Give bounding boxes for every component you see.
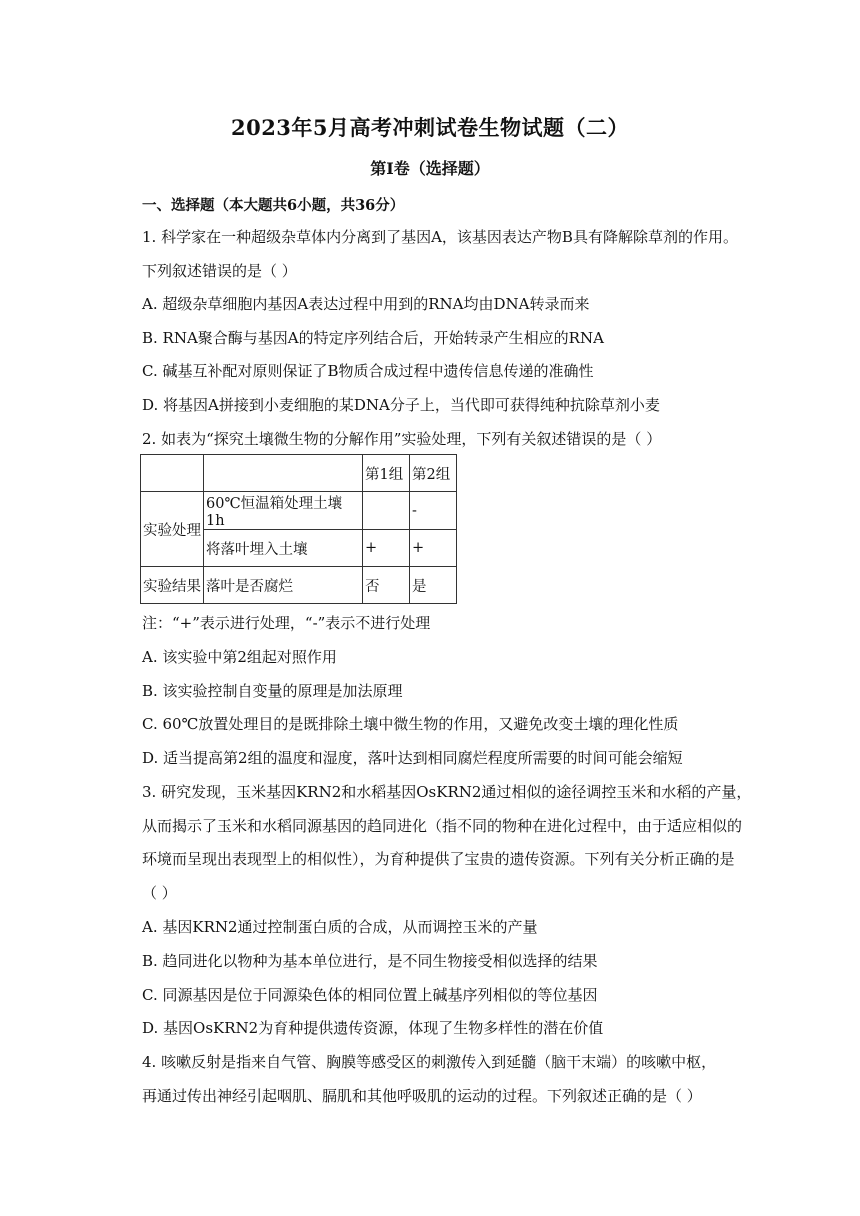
question-3-option-a: A. 基因KRN2通过控制蛋白质的合成，从而调控玉米的产量 [142, 918, 538, 936]
page-title: 2023年5月高考冲刺试卷生物试题（二） [230, 115, 630, 140]
table-cell: + [410, 530, 457, 567]
table-cell: 60℃恒温箱处理土壤1h [204, 492, 363, 530]
question-2-option-d: D. 适当提高第2组的温度和湿度，落叶达到相同腐烂程度所需要的时间可能会缩短 [142, 749, 683, 767]
table-cell: + [363, 530, 410, 567]
question-4-stem-cont: 再通过传出神经引起咽肌、膈肌和其他呼吸肌的运动的过程。下列叙述正确的是（ ） [142, 1087, 702, 1105]
question-4-stem: 4. 咳嗽反射是指来自气管、胸膜等感受区的刺激传入到延髓（脑干末端）的咳嗽中枢， [142, 1053, 717, 1071]
table-row [141, 455, 457, 492]
table-cell [204, 455, 363, 492]
table-cell: 是 [410, 567, 457, 604]
question-2-option-a: A. 该实验中第2组起对照作用 [142, 648, 337, 666]
table-cell: 否 [363, 567, 410, 604]
question-2-stem: 2. 如表为“探究土壤微生物的分解作用”实验处理，下列有关叙述错误的是（ ） [142, 430, 662, 448]
question-2-option-c: C. 60℃放置处理目的是既排除土壤中微生物的作用，又避免改变土壤的理化性质 [142, 715, 679, 733]
question-3-option-b: B. 趋同进化以物种为基本单位进行，是不同生物接受相似选择的结果 [142, 952, 598, 970]
question-1-stem-cont: 下列叙述错误的是（ ） [142, 262, 297, 280]
table-header-group1: 第1组 [363, 455, 410, 492]
table-cell: 将落叶埋入土壤 [204, 530, 363, 567]
table-cell [141, 455, 204, 492]
question-1-option-d: D. 将基因A拼接到小麦细胞的某DNA分子上，当代即可获得纯种抗除草剂小麦 [142, 396, 660, 414]
table-row-group-label: 实验处理 [141, 492, 204, 567]
question-1-option-c: C. 碱基互补配对原则保证了B物质合成过程中遗传信息传递的准确性 [142, 362, 594, 380]
table-note: 注：“+”表示进行处理，“-”表示不进行处理 [142, 614, 431, 632]
experiment-table [140, 454, 457, 604]
table-row [141, 492, 457, 530]
question-1-option-a: A. 超级杂草细胞内基因A表达过程中用到的RNA均由DNA转录而来 [142, 295, 590, 313]
table-cell: - [410, 492, 457, 530]
table-row [141, 567, 457, 604]
table-cell [363, 492, 410, 530]
question-3-stem-cont: （ ） [142, 884, 177, 902]
volume-subtitle: 第I卷（选择题） [370, 159, 490, 178]
question-3-stem-cont: 环境而呈现出表现型上的相似性），为育种提供了宝贵的遗传资源。下列有关分析正确的是 [142, 850, 735, 868]
question-3-option-d: D. 基因OsKRN2为育种提供遗传资源，体现了生物多样性的潜在价值 [142, 1019, 604, 1037]
table-row-group-label: 实验结果 [141, 567, 204, 604]
section-heading: 一、选择题（本大题共6小题，共36分） [142, 197, 405, 214]
table-header-group2: 第2组 [410, 455, 457, 492]
question-3-stem-cont: 从而揭示了玉米和水稻同源基因的趋同进化（指不同的物种在进化过程中，由于适应相似的 [142, 817, 743, 835]
question-1-stem: 1. 科学家在一种超级杂草体内分离到了基因A，该基因表达产物B具有降解除草剂的作用。 [142, 228, 738, 246]
table-cell: 落叶是否腐烂 [204, 567, 363, 604]
question-2-option-b: B. 该实验控制自变量的原理是加法原理 [142, 682, 403, 700]
question-3-option-c: C. 同源基因是位于同源染色体的相同位置上碱基序列相似的等位基因 [142, 986, 598, 1004]
question-1-option-b: B. RNA聚合酶与基因A的特定序列结合后，开始转录产生相应的RNA [142, 329, 604, 347]
question-3-stem: 3. 研究发现，玉米基因KRN2和水稻基因OsKRN2通过相似的途径调控玉米和水稻的产量， [142, 783, 752, 801]
